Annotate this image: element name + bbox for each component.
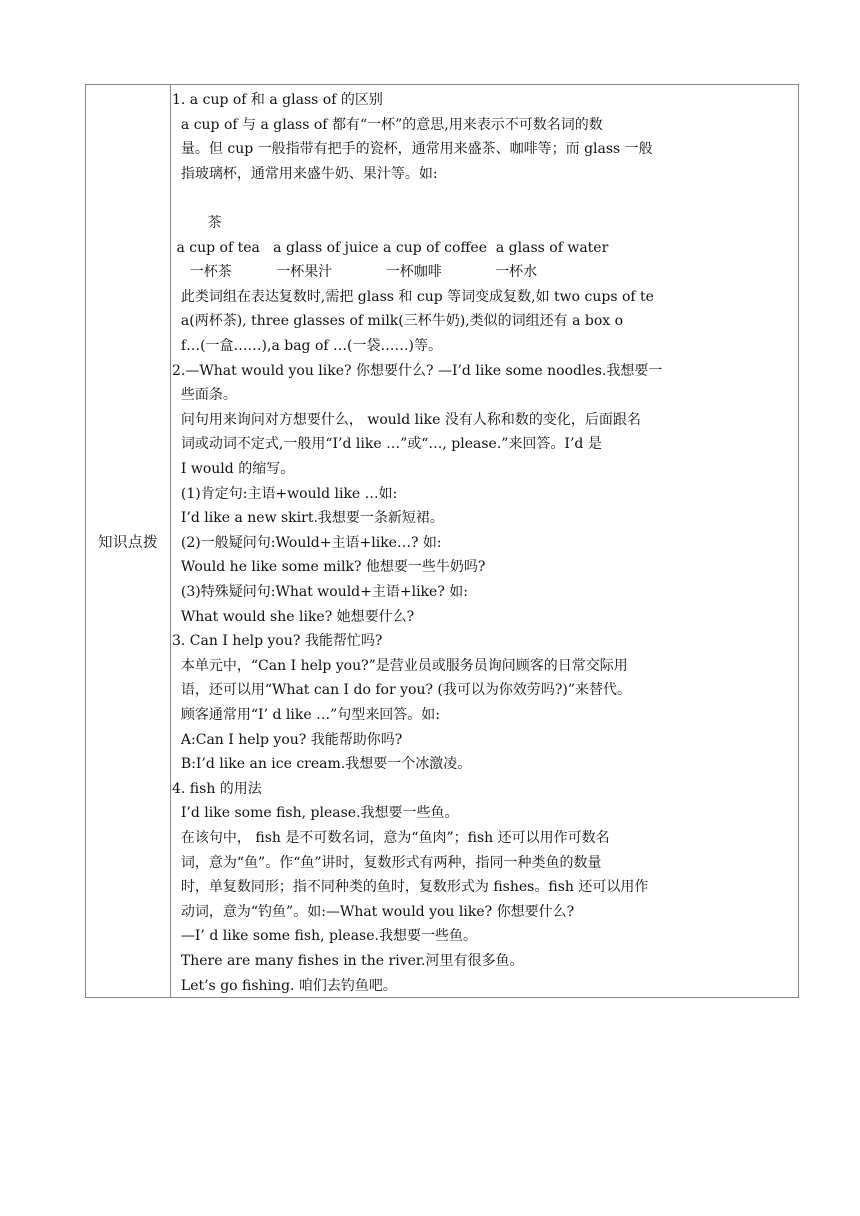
section-label: 知识点拨 (98, 534, 158, 551)
content-line: 动词，意为“钓鱼”。如:—What would you like? 你想要什么? (172, 903, 575, 920)
content-line: Would he like some milk? 他想要一些牛奶吗? (172, 559, 486, 576)
content-line: 时，单复数同形；指不同种类的鱼时，复数形式为 fishes。fish 还可以用作 (172, 879, 649, 896)
content-line: I’d like some fish, please.我想要一些鱼。 (172, 805, 459, 822)
content-line: B:I’d like an ice cream.我想要一个冰激凌。 (172, 756, 472, 773)
content-line: 1. a cup of 和 a glass of 的区别 (172, 92, 383, 108)
content-line: 茶 (172, 215, 222, 231)
content-line: 词或动词不定式,一般用“I’d like …”或“…, please.”来回答。I’d 是 (172, 436, 602, 453)
content-line: 在该句中， fish 是不可数名词，意为“鱼肉”；fish 还可以用作可数名 (172, 830, 610, 846)
content-line: 一杯茶 一杯果汁 一杯咖啡 一杯水 (172, 264, 538, 281)
content-line: 问句用来询问对方想要什么， would like 没有人称和数的变化，后面跟名 (172, 411, 641, 428)
content-line: a cup of 与 a glass of 都有“一杯”的意思,用来表示不可数名词的数 (172, 116, 603, 133)
content-line: What would she like? 她想要什么? (172, 608, 415, 625)
content-line: 此类词组在表达复数时,需把 glass 和 cup 等词变成复数,如 two cups of te (172, 288, 654, 305)
content-line: 词，意为“鱼”。作“鱼”讲时，复数形式有两种，指同一种类鱼的数量 (172, 854, 602, 871)
content-line: f…(一盒……),a bag of …(一袋……)等。 (172, 338, 442, 354)
content-line: a(两杯茶), three glasses of milk(三杯牛奶),类似的词组还有 a box o (172, 313, 624, 330)
content-line: (3)特殊疑问句:What would+主语+like? 如: (172, 584, 469, 600)
content-line: I would 的缩写。 (172, 461, 295, 477)
content-line: I’d like a new skirt.我想要一条新短裙。 (172, 510, 444, 527)
content-line: 本单元中，“Can I help you?”是营业员或服务员询问顾客的日常交际用 (172, 657, 628, 674)
content-line: 语，还可以用“What can I do for you? (我可以为你效劳吗?)”来替代。 (172, 682, 632, 699)
content-line: 2.—What would you like? 你想要什么? —I’d like some noodles.我想要一 (172, 362, 663, 379)
knowledge-table (85, 84, 799, 998)
content-line: 指玻璃杯，通常用来盛牛奶、果汁等。如: (172, 165, 438, 182)
content-line: 4. fish 的用法 (172, 780, 262, 797)
content-line: 3. Can I help you? 我能帮忙吗? (172, 633, 383, 650)
content-line: 些面条。 (172, 387, 237, 404)
content-line: 顾客通常用“I’ d like …”句型来回答。如: (172, 707, 440, 723)
content-line: 量。但 cup 一般指带有把手的瓷杯，通常用来盛茶、咖啡等；而 glass 一般 (172, 141, 653, 158)
content-line: (2)一般疑问句:Would+主语+like…? 如: (172, 534, 442, 551)
content-line: A:Can I help you? 我能帮助你吗? (172, 731, 403, 748)
content-line: (1)肯定句:主语+would like …如: (172, 485, 398, 502)
content-line: —I’ d like some fish, please.我想要一些鱼。 (172, 928, 477, 945)
content-line: a cup of tea a glass of juice a cup of coffee a glass of water (172, 239, 609, 256)
content-line: Let’s go fishing. 咱们去钓鱼吧。 (172, 977, 397, 994)
column-divider (170, 85, 171, 997)
content-line: There are many fishes in the river.河里有很多鱼。 (172, 953, 524, 969)
